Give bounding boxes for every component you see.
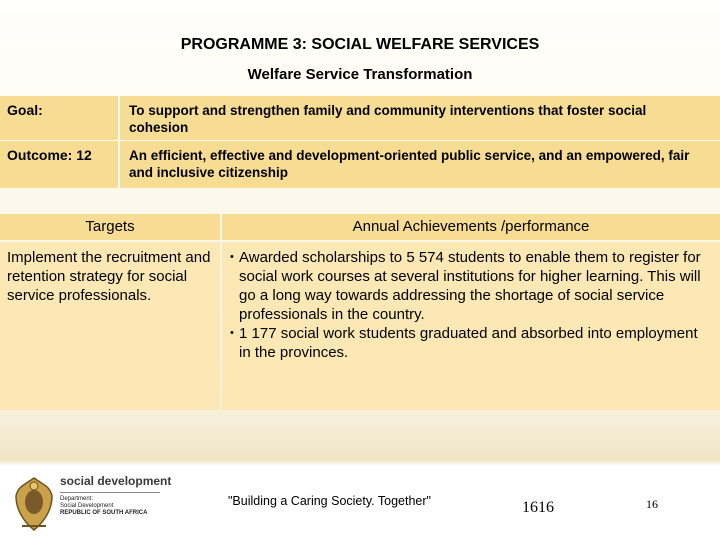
footer-band bbox=[0, 460, 720, 466]
achievement-text: Awarded scholarships to 5 574 students to enable them to register for social work courses at several institutions for higher learning. This will go a long way towards addressing the shortage of social service professionals in the country. bbox=[239, 249, 701, 323]
page-number-small: 16 bbox=[646, 497, 658, 511]
bullet-icon: • bbox=[230, 251, 234, 263]
achievements-header: Annual Achievements /performance bbox=[222, 214, 720, 240]
title-block bbox=[0, 0, 720, 92]
achievement-text: 1 177 social work students graduated and absorbed into employment in the provinces. bbox=[239, 325, 698, 361]
targets-cell bbox=[0, 242, 220, 410]
goal-value: To support and strengthen family and community interventions that foster social cohesion bbox=[129, 103, 647, 135]
goal-outcome-table bbox=[0, 96, 720, 188]
achievements-cell bbox=[222, 242, 720, 410]
dept-line-2: Social Development bbox=[60, 503, 114, 509]
targets-header: Targets bbox=[0, 214, 220, 240]
department-lines bbox=[60, 496, 147, 517]
page-subtitle: Welfare Service Transformation bbox=[247, 66, 473, 83]
page-title: PROGRAMME 3: SOCIAL WELFARE SERVICES bbox=[180, 36, 540, 53]
targets-table bbox=[0, 214, 720, 410]
target-text: Implement the recruitment and retention strategy for social service professionals. bbox=[7, 249, 211, 304]
logo-divider bbox=[60, 492, 160, 493]
page-number-large: 1616 bbox=[522, 499, 554, 516]
outcome-label: Outcome: 12 bbox=[7, 147, 92, 163]
info-divider bbox=[118, 96, 120, 188]
list-item bbox=[230, 324, 712, 362]
achievements-list bbox=[222, 242, 720, 362]
dept-line-1: Department: bbox=[60, 496, 94, 502]
list-item bbox=[230, 248, 712, 324]
bullet-icon: • bbox=[230, 327, 234, 339]
footer bbox=[0, 460, 720, 540]
outcome-row bbox=[0, 141, 720, 188]
slogan: "Building a Caring Society. Together" bbox=[228, 494, 431, 508]
goal-label: Goal: bbox=[7, 102, 43, 118]
dept-line-3: REPUBLIC OF SOUTH AFRICA bbox=[60, 510, 148, 516]
outcome-value: An efficient, effective and development-oriented public service, and an empowered, fair and inclusive citizenship bbox=[129, 148, 690, 180]
goal-row bbox=[0, 96, 720, 140]
coat-of-arms-icon bbox=[12, 474, 56, 534]
logo-name: social development bbox=[60, 474, 172, 488]
